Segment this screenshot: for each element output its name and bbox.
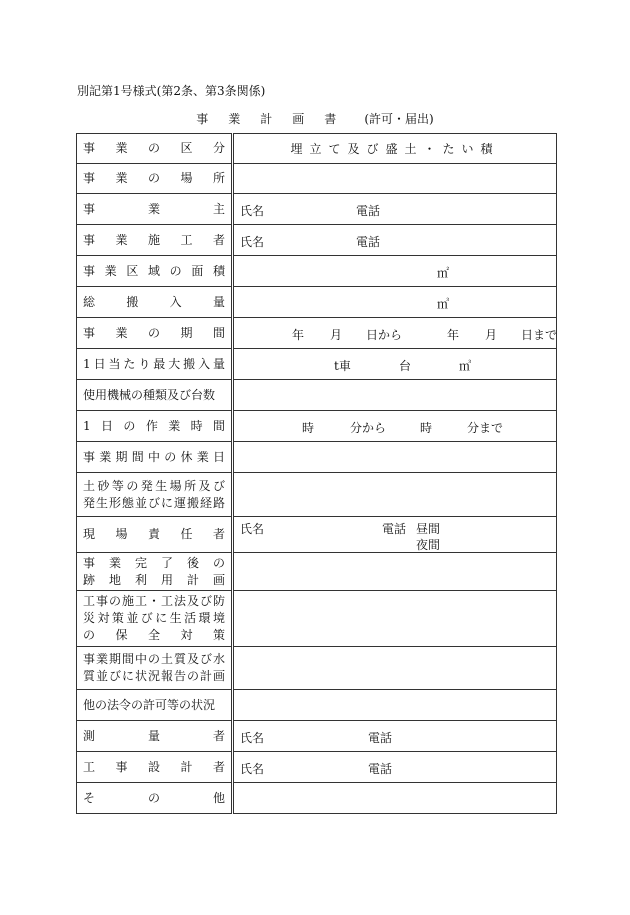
row-designer — [77, 752, 557, 783]
label-total-volume: 総搬入量 — [77, 287, 233, 318]
period-part: 年 — [447, 328, 460, 342]
field-soil-origin[interactable] — [233, 473, 557, 517]
phone-label: 電話 — [368, 731, 393, 745]
label-area: 事業区域の面積 — [77, 256, 233, 287]
label-business-location: 事業の場所 — [77, 164, 233, 194]
hours-part: 時 — [302, 421, 315, 435]
row-post-use-plan — [77, 553, 557, 591]
field-area[interactable] — [233, 256, 557, 287]
form-reference: 別記第1号様式(第2条、第3条関係) — [77, 84, 266, 98]
label-soil-origin: 土砂等の発生場所及び 発生形態並びに運搬経路 — [77, 473, 233, 517]
row-quality-report — [77, 647, 557, 690]
period-part: 月 — [485, 328, 498, 342]
name-label: 氏名 — [240, 204, 265, 218]
row-total-volume — [77, 287, 557, 318]
field-business-owner[interactable] — [233, 194, 557, 225]
row-other-permits — [77, 690, 557, 721]
label-contractor: 事業施工者 — [77, 225, 233, 256]
field-daily-max[interactable] — [233, 349, 557, 380]
field-designer[interactable] — [233, 752, 557, 783]
name-label: 氏名 — [240, 731, 265, 745]
daily-part: ㎥ — [459, 359, 472, 373]
label-work-hours: 1日の作業時間 — [77, 411, 233, 442]
label-business-category: 事業の区分 — [77, 134, 233, 164]
row-business-location — [77, 164, 557, 194]
name-label: 氏名 — [240, 522, 265, 536]
row-machinery — [77, 380, 557, 411]
row-construction-method — [77, 591, 557, 647]
field-machinery[interactable] — [233, 380, 557, 411]
hours-part: 分まで — [467, 421, 504, 435]
daytime-label: 昼間 — [416, 522, 441, 536]
field-business-location[interactable] — [233, 164, 557, 194]
daily-part: t車 — [334, 359, 351, 373]
label-site-manager: 現場責任者 — [77, 517, 233, 553]
row-daily-max — [77, 349, 557, 380]
title-suffix: (許可・届出) — [364, 112, 434, 126]
row-other — [77, 783, 557, 814]
period-part: 日まで — [521, 328, 558, 342]
name-label: 氏名 — [240, 235, 265, 249]
period-part: 日から — [366, 328, 403, 342]
hours-part: 時 — [420, 421, 433, 435]
field-construction-method[interactable] — [233, 591, 557, 647]
field-site-manager[interactable] — [233, 517, 557, 553]
field-other-permits[interactable] — [233, 690, 557, 721]
label-daily-max: 1日当たり最大搬入量 — [77, 349, 233, 380]
nighttime-label: 夜間 — [416, 538, 441, 552]
row-site-manager — [77, 517, 557, 553]
period-part: 月 — [330, 328, 343, 342]
field-period[interactable] — [233, 318, 557, 349]
title-text: 事業計画書 — [196, 112, 357, 126]
label-machinery: 使用機械の種類及び台数 — [77, 380, 233, 411]
label-business-owner: 事業主 — [77, 194, 233, 225]
phone-label: 電話 — [356, 204, 381, 218]
label-other-permits: 他の法令の許可等の状況 — [77, 690, 233, 721]
row-contractor — [77, 225, 557, 256]
row-area — [77, 256, 557, 287]
field-quality-report[interactable] — [233, 647, 557, 690]
unit-square-meter: ㎡ — [437, 266, 450, 280]
document-title — [0, 110, 630, 127]
row-holidays — [77, 442, 557, 473]
period-part: 年 — [292, 328, 305, 342]
row-business-category — [77, 134, 557, 164]
field-contractor[interactable] — [233, 225, 557, 256]
label-period: 事業の期間 — [77, 318, 233, 349]
row-work-hours — [77, 411, 557, 442]
phone-label: 電話 — [368, 762, 393, 776]
label-holidays: 事業期間中の休業日 — [77, 442, 233, 473]
label-designer: 工事設計者 — [77, 752, 233, 783]
row-business-owner — [77, 194, 557, 225]
phone-label: 電話 — [382, 522, 407, 536]
row-surveyor — [77, 721, 557, 752]
field-holidays[interactable] — [233, 442, 557, 473]
phone-label: 電話 — [356, 235, 381, 249]
label-post-use-plan: 事業完了後の 跡地利用計画 — [77, 553, 233, 591]
row-soil-origin — [77, 473, 557, 517]
field-other[interactable] — [233, 783, 557, 814]
label-construction-method: 工事の施工・工法及び防 災対策並びに生活環境 の保全対策 — [77, 591, 233, 647]
row-period — [77, 318, 557, 349]
label-other: その他 — [77, 783, 233, 814]
label-surveyor: 測量者 — [77, 721, 233, 752]
field-surveyor[interactable] — [233, 721, 557, 752]
daily-part: 台 — [399, 359, 412, 373]
name-label: 氏名 — [240, 762, 265, 776]
hours-part: 分から — [350, 421, 387, 435]
field-work-hours[interactable] — [233, 411, 557, 442]
field-total-volume[interactable] — [233, 287, 557, 318]
label-quality-report: 事業期間中の土質及び水 質並びに状況報告の計画 — [77, 647, 233, 690]
value-business-category: 埋立て及び盛土・たい積 — [233, 134, 557, 164]
unit-cubic-meter: ㎥ — [437, 297, 450, 311]
business-plan-table — [76, 133, 557, 814]
field-post-use-plan[interactable] — [233, 553, 557, 591]
